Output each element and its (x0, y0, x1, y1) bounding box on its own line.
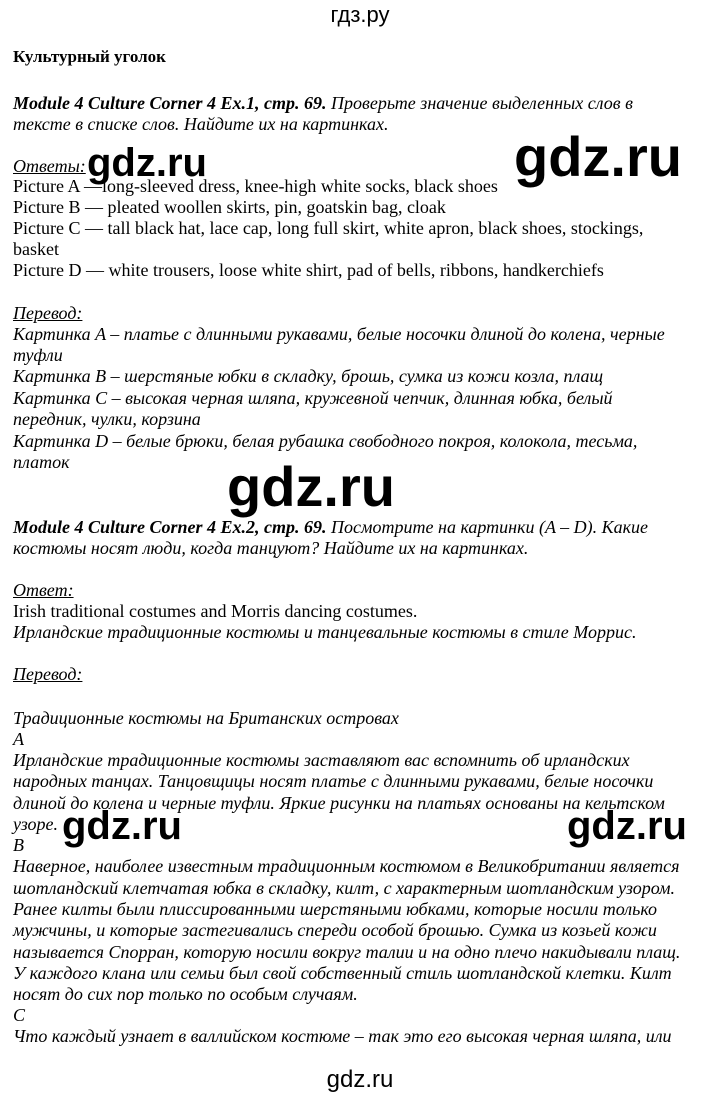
text-line: У каждого клана или семьи был свой собственный стиль шотландской клетки. Килт (13, 963, 672, 983)
translation-line: передник, чулки, корзина (13, 409, 201, 429)
translation-line: платок (13, 452, 70, 472)
answer-line: Picture C — tall black hat, lace cap, long full skirt, white apron, black shoes, stockings, (13, 218, 644, 238)
translation-line: Картинка D – белые брюки, белая рубашка свободного покроя, колокола, тесьма, (13, 431, 638, 451)
ex2-task (13, 517, 648, 538)
watermark: gdz.ru (567, 804, 687, 848)
text-line: носят до сих пор только по особым случаям. (13, 984, 358, 1004)
section-title: Культурный уголок (13, 47, 166, 66)
translation-line: туфли (13, 345, 63, 365)
translation2-label: Перевод: (13, 664, 83, 684)
translation-label: Перевод: (13, 303, 83, 323)
answer-russian: Ирландские традиционные костюмы и танцевальные костюмы в стиле Моррис. (13, 622, 637, 642)
text-line: называется Спорран, которую носили вокруг талии и на одно плечо накидывали плащ. (13, 942, 681, 962)
text-line: шотландский клетчатая юбка в складку, килт, с характерным шотландским узором. (13, 878, 676, 898)
text-line: Ирландские традиционные костюмы заставляют вас вспомнить об ирландских (13, 750, 630, 770)
ex1-task-line1: Проверьте значение выделенных слов в (326, 93, 633, 113)
text-letter: B (13, 835, 24, 855)
answer-english: Irish traditional costumes and Morris dancing costumes. (13, 601, 418, 621)
answers-label: Ответы: (13, 156, 86, 176)
watermark: gdz.ru (227, 455, 395, 518)
answer-label: Ответ: (13, 580, 74, 600)
ex2-task-line1: Посмотрите на картинки (A – D). Какие (326, 517, 649, 537)
ex1-ref: Module 4 Culture Corner 4 Ex.1, стр. 69. (13, 93, 327, 113)
text-line: Ранее килты были плиссированными шерстяными юбками, которые носили только (13, 899, 658, 919)
text-letter: A (13, 729, 24, 749)
translation-line: Картинка C – высокая черная шляпа, кружевной чепчик, длинная юбка, белый (13, 388, 613, 408)
ex1-task-line2: тексте в списке слов. Найдите их на картинках. (13, 114, 389, 134)
text-line: длиной до колена и черные туфли. Яркие рисунки на платьях основаны на кельтском (13, 793, 665, 813)
text-line: мужчины, и которые застегивались спереди особой брошью. Сумка из козьей кожи (13, 920, 657, 940)
site-footer: gdz.ru (326, 1066, 394, 1093)
translation-line: Картинка B – шерстяные юбки в складку, брошь, сумка из кожи козла, плащ (13, 366, 604, 386)
text-line: народных танцах. Танцовщицы носят платье с длинными рукавами, белые носочки (13, 771, 654, 791)
site-header: гдз.ру (330, 2, 390, 27)
answer-line: basket (13, 239, 59, 259)
ex2-ref: Module 4 Culture Corner 4 Ex.2, стр. 69. (13, 517, 327, 537)
watermark: gdz.ru (514, 125, 682, 188)
text-line: Наверное, наиболее известным традиционным костюмом в Великобритании является (13, 856, 680, 876)
text-line: узоре. (13, 814, 59, 834)
ex1-task (13, 93, 633, 114)
ex2-task-line2: костюмы носят люди, когда танцуют? Найдите их на картинках. (13, 538, 529, 558)
watermark: gdz.ru (87, 141, 207, 185)
translation-line: Картинка A – платье с длинными рукавами, белые носочки длиной до колена, черные (13, 324, 665, 344)
answer-line: Picture B — pleated woollen skirts, pin, goatskin bag, cloak (13, 197, 446, 217)
answer-line: Picture A —long-sleeved dress, knee-high white socks, black shoes (13, 176, 498, 196)
watermark: gdz.ru (62, 804, 182, 848)
answer-line: Picture D — white trousers, loose white shirt, pad of bells, ribbons, handkerchiefs (13, 260, 604, 280)
text-letter: C (13, 1005, 26, 1025)
text-heading: Традиционные костюмы на Британских островах (13, 708, 399, 728)
text-line: Что каждый узнает в валлийском костюме – так это его высокая черная шляпа, или (13, 1026, 672, 1046)
